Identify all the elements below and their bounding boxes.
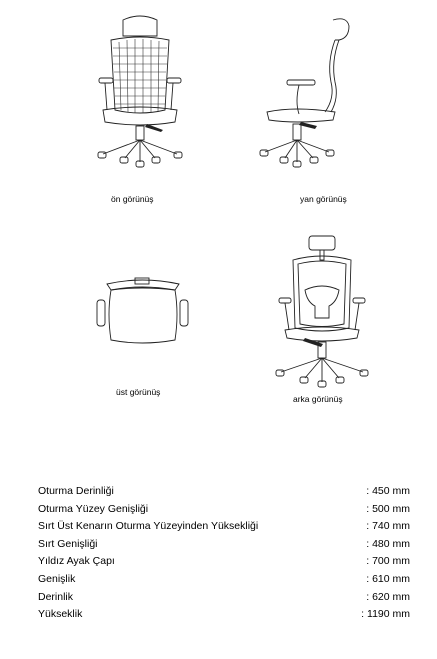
front-chair-illustration bbox=[85, 12, 195, 172]
spec-label: Oturma Yüzey Genişliği bbox=[38, 502, 149, 515]
spec-value: : 620 mm bbox=[366, 590, 410, 603]
top-chair-illustration bbox=[95, 274, 190, 369]
specifications-table bbox=[38, 483, 410, 624]
spec-row-height bbox=[38, 606, 410, 624]
spec-label: Yükseklik bbox=[38, 608, 83, 621]
spec-label: Sırt Üst Kenarın Oturma Yüzeyinden Yüksekliği bbox=[38, 520, 259, 533]
spec-row-back-height bbox=[38, 518, 410, 536]
spec-label: Oturma Derinliği bbox=[38, 485, 114, 497]
spec-value: : 700 mm bbox=[366, 555, 410, 568]
spec-value: : 500 mm bbox=[366, 502, 410, 515]
front-view-caption: ön görünüş bbox=[111, 194, 154, 204]
spec-row-back-width bbox=[38, 536, 410, 554]
top-view-caption: üst görünüş bbox=[116, 387, 161, 397]
spec-value: : 740 mm bbox=[366, 520, 410, 533]
back-view-drawing bbox=[265, 232, 380, 392]
spec-row-seat-depth bbox=[38, 483, 410, 501]
spec-value: : 1190 mm bbox=[361, 608, 410, 621]
spec-row-base-diameter bbox=[38, 553, 410, 571]
spec-value: : 610 mm bbox=[366, 572, 410, 585]
spec-row-width bbox=[38, 571, 410, 589]
side-view-caption: yan görünüş bbox=[300, 194, 347, 204]
spec-label: Genişlik bbox=[38, 572, 76, 585]
spec-value: : 450 mm bbox=[366, 485, 410, 497]
back-view-caption: arka görünüş bbox=[293, 394, 343, 404]
spec-label: Derinlik bbox=[38, 590, 74, 603]
front-view-drawing bbox=[85, 12, 195, 172]
spec-row-depth bbox=[38, 589, 410, 607]
side-view-drawing bbox=[255, 12, 365, 172]
back-chair-illustration bbox=[265, 232, 380, 392]
spec-label: Sırt Genişliği bbox=[38, 537, 98, 550]
spec-label: Yıldız Ayak Çapı bbox=[38, 555, 115, 568]
spec-value: : 480 mm bbox=[366, 537, 410, 550]
side-chair-illustration bbox=[255, 12, 365, 172]
spec-row-seat-width bbox=[38, 501, 410, 519]
top-view-drawing bbox=[95, 274, 190, 369]
